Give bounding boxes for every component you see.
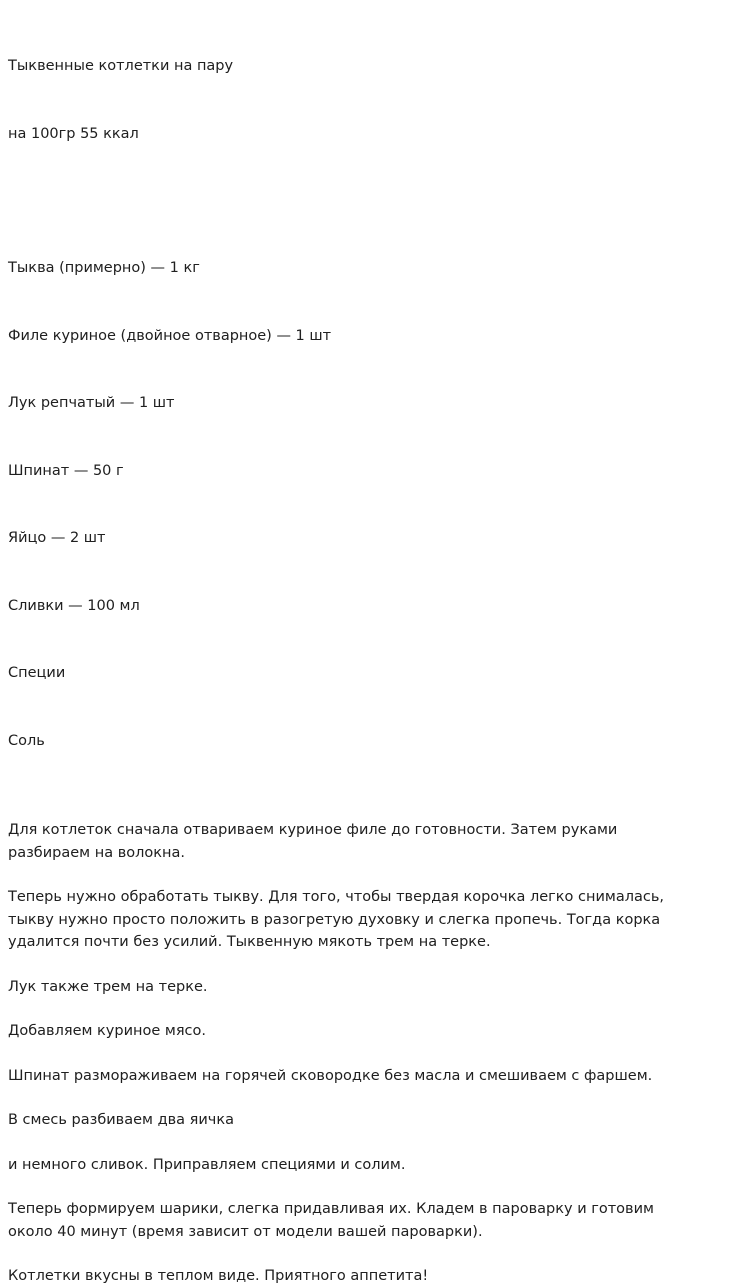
spacer [8,1087,728,1109]
spacer [8,1243,728,1265]
ingredient-item: Филе куриное (двойное отварное) — 1 шт [8,327,332,344]
spacer [8,998,728,1020]
recipe-title [8,10,728,190]
spacer [8,1132,728,1154]
recipe-step: Добавляем куриное мясо. [8,1023,206,1039]
spacer [8,190,728,212]
ingredient-item: Шпинат — 50 г [8,462,124,479]
recipe-step: и немного сливок. Приправляем специями и солим. [8,1156,406,1173]
spacer [8,864,728,886]
ingredient-item: Сливки — 100 мл [8,597,140,614]
ingredient-item: Тыква (примерно) — 1 кг [8,260,200,276]
spacer [8,1176,728,1198]
ingredient-item: Лук репчатый — 1 шт [8,395,175,411]
recipe-step: Для котлеток сначала отвариваем куриное филе до готовности. Затем руками разбираем на волокна. [8,822,618,861]
ingredient-item: Яйцо — 2 шт [8,530,106,546]
spacer [8,797,728,819]
recipe-title-line-1: Тыквенные котлетки на пару [8,58,234,74]
recipe-step: Теперь нужно обработать тыкву. Для того, чтобы твердая корочка легко снималась, тыкву нужно просто положить в разогретую духовку и слегка пропечь. Тогда корка удалится почти без усилий. Тыквенную мякоть трем на терке. [8,889,665,950]
recipe-step: В смесь разбиваем два яичка [8,1112,235,1128]
recipe-step: Теперь формируем шарики, слегка придавливая их. Кладем в пароварку и готовим около 40 минут (время зависит от модели вашей пароварки). [8,1201,654,1240]
recipe-step: Шпинат размораживаем на горячей сковородке без масла и смешиваем с фаршем. [8,1067,653,1084]
spacer [8,1043,728,1065]
ingredients-list [8,212,728,797]
recipe-step: Лук также трем на терке. [8,978,208,995]
recipe-step: Котлетки вкусны в теплом виде. Приятного аппетита! [8,1268,429,1284]
ingredient-item: Соль [8,732,45,749]
spacer [8,954,728,976]
ingredient-item: Специи [8,665,66,681]
recipe-title-line-2: на 100гр 55 ккал [8,125,139,142]
